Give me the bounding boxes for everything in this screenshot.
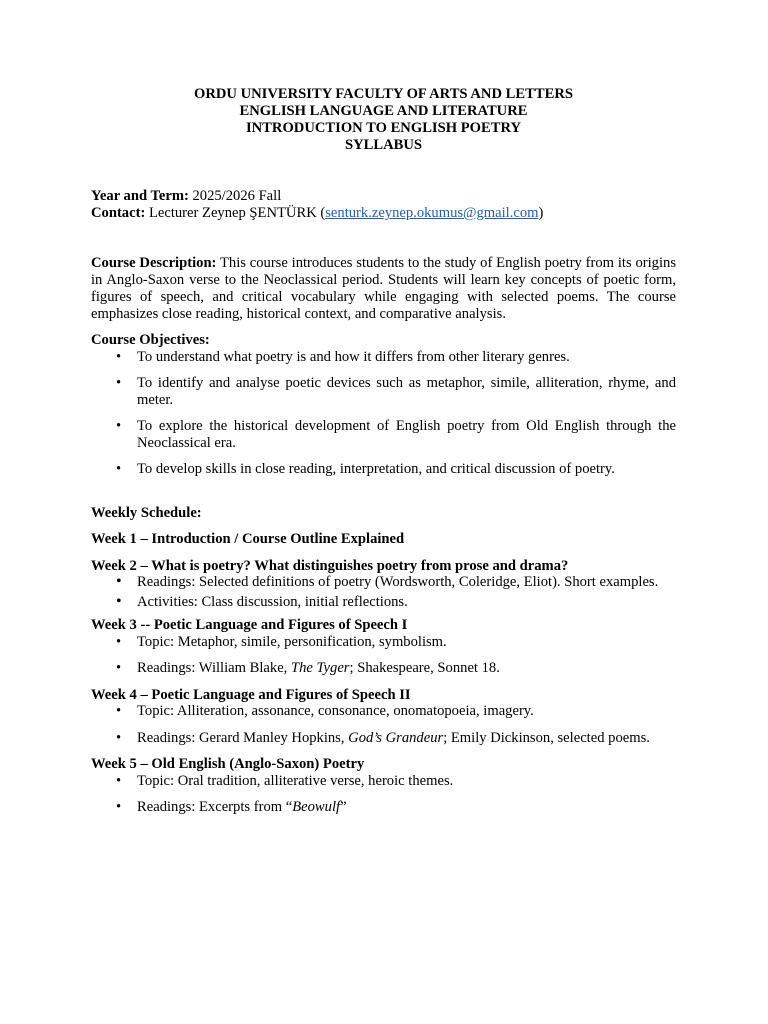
- bullet-icon: •: [116, 348, 122, 365]
- bullet-icon: •: [116, 418, 122, 434]
- bullet-icon: •: [116, 461, 122, 477]
- contact-value: Lecturer Zeynep ŞENTÜRK (: [145, 205, 326, 221]
- week-2-title: Week 2 – What is poetry? What distinguishes poetry from prose and drama?: [91, 557, 569, 574]
- list-item: [91, 703, 676, 720]
- list-item: [91, 594, 676, 611]
- list-item: [91, 461, 676, 478]
- list-item: [91, 730, 676, 747]
- description-label: Course Description:: [91, 255, 217, 271]
- week-3-readings-c: ; Shakespeare, Sonnet 18.: [349, 660, 500, 676]
- week-3-list: [91, 634, 676, 677]
- bullet-icon: •: [116, 729, 122, 746]
- year-term-label: Year and Term:: [91, 188, 189, 204]
- objective-text: To identify and analyse poetic devices such as metaphor, simile, alliteration, rhyme, and meter.: [137, 375, 676, 408]
- bullet-icon: •: [116, 703, 122, 719]
- week-5-list: [91, 773, 676, 816]
- week-2-activities: Activities: Class discussion, initial reflections.: [137, 593, 408, 610]
- list-item: [91, 574, 676, 591]
- week-3-title: Week 3 -- Poetic Language and Figures of Speech I: [91, 617, 408, 633]
- objectives-list: [91, 349, 676, 478]
- week-3-readings-a: Readings: William Blake,: [137, 660, 291, 676]
- list-item: [91, 349, 676, 366]
- year-term-value: 2025/2026 Fall: [188, 188, 282, 204]
- list-item: [91, 418, 676, 451]
- bullet-icon: •: [116, 660, 122, 676]
- contact-label: Contact:: [91, 205, 146, 221]
- bullet-icon: •: [116, 799, 122, 815]
- course-description: [91, 255, 676, 323]
- header-university: ORDU UNIVERSITY FACULTY OF ARTS AND LETTERS: [193, 86, 573, 102]
- list-item: [91, 375, 676, 408]
- description-text: This course introduces students to the study of English poetry from its origins in Anglo-Saxon verse to the Neoclassical period. Students will learn key concepts of poetic form, figures of speech, and critical vocabulary while engaging with selected poems. The course emphasizes close reading, historical context, and comparative analysis.: [91, 255, 677, 322]
- week-1-title: Week 1 – Introduction / Course Outline Explained: [91, 531, 405, 547]
- list-item: [91, 634, 676, 651]
- bullet-icon: •: [116, 633, 122, 650]
- week-4-readings-c: ; Emily Dickinson, selected poems.: [443, 729, 650, 746]
- week-4-title: Week 4 – Poetic Language and Figures of Speech II: [91, 686, 411, 703]
- document-header: [91, 86, 676, 154]
- objectives-title: Course Objectives:: [91, 332, 210, 348]
- week-3-topic: Topic: Metaphor, simile, personification, symbolism.: [137, 633, 447, 650]
- header-department: ENGLISH LANGUAGE AND LITERATURE: [239, 103, 528, 119]
- contact-email-link[interactable]: senturk.zeynep.okumus@gmail.com: [325, 205, 539, 221]
- contact-close: ): [538, 205, 544, 221]
- week-4-readings-a: Readings: Gerard Manley Hopkins,: [137, 729, 349, 746]
- objective-text: To explore the historical development of English poetry from Old English through the Neoclassical era.: [137, 418, 676, 451]
- bullet-icon: •: [116, 573, 122, 590]
- list-item: [91, 660, 676, 677]
- week-3-readings-title: The Tyger: [290, 660, 350, 676]
- list-item: [91, 799, 676, 816]
- header-syllabus: SYLLABUS: [344, 137, 423, 153]
- schedule-title: Weekly Schedule:: [91, 504, 202, 521]
- header-course-title: INTRODUCTION TO ENGLISH POETRY: [245, 120, 522, 136]
- week-4-topic: Topic: Alliteration, assonance, consonance, onomatopoeia, imagery.: [137, 703, 534, 719]
- week-5-readings-title: Beowulf: [292, 799, 341, 815]
- objective-text: To understand what poetry is and how it differs from other literary genres.: [137, 348, 570, 365]
- syllabus-page: [91, 86, 676, 826]
- week-2-readings: Readings: Selected definitions of poetry (Wordsworth, Coleridge, Eliot). Short examples.: [137, 574, 659, 590]
- bullet-icon: •: [116, 772, 122, 789]
- week-5-readings-c: ”: [340, 799, 347, 815]
- week-5-title: Week 5 – Old English (Anglo-Saxon) Poetry: [91, 756, 365, 772]
- week-5-topic: Topic: Oral tradition, alliterative verse, heroic themes.: [137, 772, 454, 789]
- bullet-icon: •: [116, 375, 122, 391]
- year-term-line: [91, 188, 676, 205]
- list-item: [91, 773, 676, 790]
- week-5-readings-a: Readings: Excerpts from “: [137, 799, 293, 815]
- week-4-readings-title: God’s Grandeur: [348, 729, 444, 746]
- week-2-list: [91, 574, 676, 610]
- week-4-list: [91, 703, 676, 746]
- bullet-icon: •: [116, 592, 122, 610]
- course-meta: [91, 188, 676, 222]
- contact-line: [91, 205, 676, 222]
- objective-text: To develop skills in close reading, interpretation, and critical discussion of poetry.: [137, 461, 615, 477]
